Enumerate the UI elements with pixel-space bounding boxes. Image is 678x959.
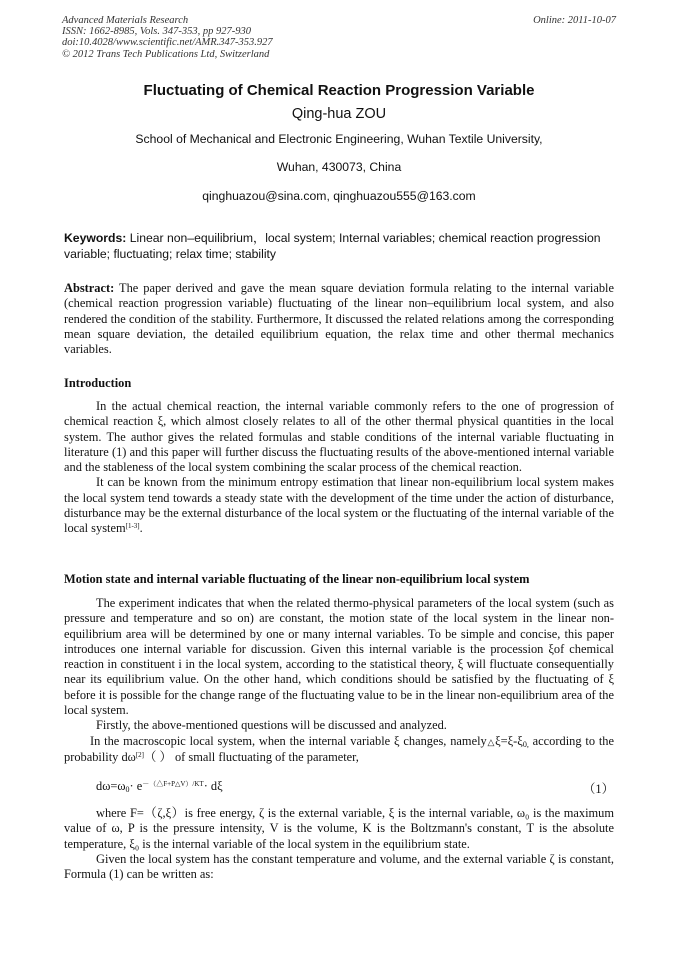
abstract-label: Abstract:	[64, 281, 115, 295]
equation-1	[96, 779, 614, 794]
intro-paragraph-2-text: It can be known from the minimum entropy estimation that linear non-equilibrium local system makes the local system tend towards a steady state with the development of the time under the action of disturbance, disturbance may be the external disturbance of the local system or the fluctuating of the internal variable of the local system	[64, 475, 614, 536]
motion-paragraph-1: The experiment indicates that when the related thermo-physical parameters of the local system (such as pressure and temperature and so on) are constant, the motion state of the local system in the linear non-equilibrium area will be determined by one or many internal variables. To be simple and concise, this paper introduces one internal variable for discussion. Given this internal variable is the procession ξof chemical reaction in constituent i in the local system, according to the statistical theory, ξ will fluctuate consequentially near its equilibrium value. On the other hand, which conditions should be satisfied by the fluctuating of ξ before it is possible for the change range of the fluctuating value to be in the linear non-equilibrium area of the local system.	[64, 596, 614, 718]
motion-p3-d: （ ） of small fluctuating of the parameter,	[144, 749, 359, 764]
equation-exponent: －（△F+P△V）/KT	[142, 780, 204, 788]
motion-p3-a: In the macroscopic local system, when the internal variable ξ changes, namely	[90, 733, 487, 748]
motion-p3-b-sub: 0,	[522, 739, 529, 749]
abstract-text: The paper derived and gave the mean square deviation formula relating to the internal variable (chemical reaction progression variable) fluctuating of the linear non–equilibrium local system, and also rendered the condition of the stability. Furthermore, It discussed the related relations among the corresponding mean square deviation, the detailed equilibrium equation, the relax time and other thermal mechanics variables.	[64, 281, 614, 357]
doi-line: doi:10.4028/www.scientific.net/AMR.347-353.927	[62, 37, 273, 49]
keywords	[64, 231, 614, 262]
post-eq-paragraph-2: Given the local system has the constant temperature and volume, and the external variable ζ is constant, Formula (1) can be written as:	[64, 851, 614, 882]
intro-paragraph-1: In the actual chemical reaction, the internal variable commonly refers to the one of progression of chemical reaction ξ, which almost closely relates to all of the other thermal physical quantities in the local system. The author gives the related formulas and stable conditions of the internal variable fluctuating in literature (1) and this paper will further discuss the fluctuating results of the above-mentioned internal variable and the stableness of the local system combining the scalar process of the chemical reaction.	[64, 399, 614, 475]
equation-rhs: · dξ	[203, 779, 223, 793]
issn-line: ISSN: 1662-8985, Vols. 347-353, pp 927-930	[62, 26, 251, 38]
online-date-text: Online: 2011-10-07	[533, 15, 616, 26]
citation-ref: [1-3]	[125, 522, 140, 531]
journal-name: Advanced Materials Research	[62, 15, 189, 26]
affiliation-line1: School of Mechanical and Electronic Engineering, Wuhan Textile University,	[135, 132, 543, 146]
motion-heading: Motion state and internal variable fluctuating of the linear non-equilibrium local system	[64, 572, 530, 586]
journal-header	[62, 15, 273, 60]
keywords-label: Keywords:	[64, 231, 127, 245]
online-date	[533, 15, 616, 26]
introduction-heading: Introduction	[64, 376, 132, 390]
author-emails: qinghuazou@sina.com, qinghuazou555@163.com	[202, 189, 476, 203]
introduction-body	[64, 399, 614, 537]
equation-lhs: dω=ω	[96, 779, 126, 793]
paper-title: Fluctuating of Chemical Reaction Progression Variable	[143, 82, 535, 99]
probability-ref: [2]	[135, 750, 144, 759]
intro-paragraph-2	[64, 475, 614, 536]
equation-number: （1）	[583, 782, 614, 796]
author-name: Qing-hua ZOU	[291, 106, 387, 122]
keywords-text: Linear non–equilibrium，local system; Internal variables; chemical reaction progression variable; fluctuating; relax time; stability	[64, 231, 601, 261]
motion-paragraph-3	[64, 734, 614, 766]
equation-lhs-sub: 0	[125, 785, 130, 794]
intro-paragraph-2-end: .	[139, 521, 143, 536]
motion-paragraph-2: Firstly, the above-mentioned questions will be discussed and analyzed.	[96, 718, 447, 733]
abstract	[64, 281, 614, 357]
motion-body	[64, 596, 614, 765]
equation-exp-base: · e	[129, 779, 143, 793]
motion-p3-c: according to the probability dω	[64, 733, 614, 764]
copyright-line: © 2012 Trans Tech Publications Ltd, Switzerland	[62, 48, 270, 60]
motion-p3-b: ξ=ξ-ξ	[495, 733, 523, 748]
post-equation-text	[64, 806, 614, 882]
delta-triangle-icon: △	[486, 736, 496, 747]
affiliation-line2: Wuhan, 430073, China	[276, 160, 402, 174]
post-eq-paragraph-1: where F=（ζ,ξ）is free energy, ζ is the external variable, ξ is the internal variable, ω₀ is the maximum value of ω, P is the pressure intensity, V is the volume, K is the Boltzmann's constant, T is the absolute temperature, ξ₀ is the internal variable of the local system in the equilibrium state.	[64, 806, 614, 851]
